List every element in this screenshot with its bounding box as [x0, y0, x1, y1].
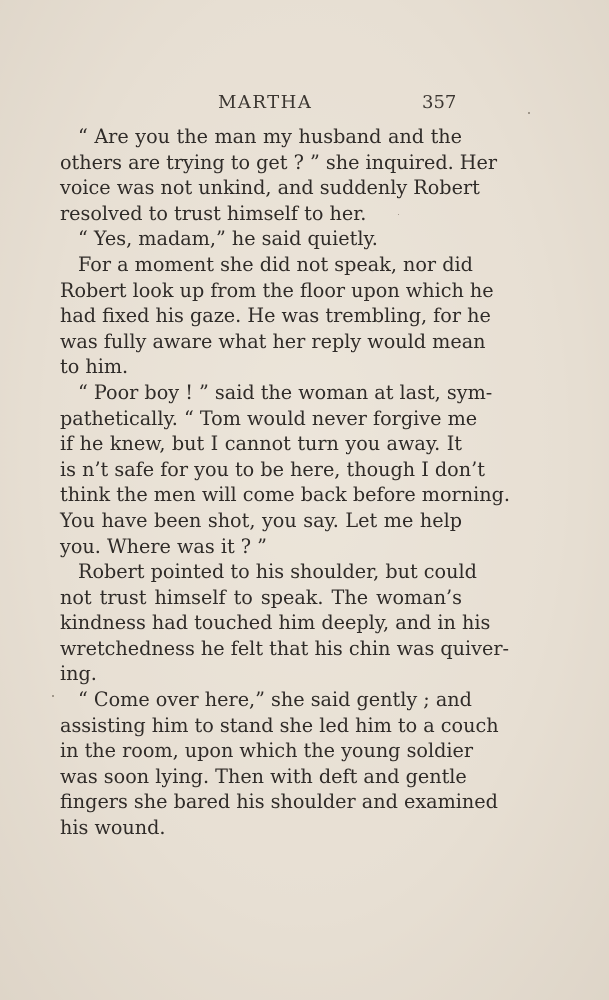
text-line: his wound.: [60, 816, 166, 840]
text-line: For a moment she did not speak, nor did: [78, 252, 473, 276]
running-head: MARTHA: [218, 92, 313, 113]
text-line: had fixed his gaze. He was trembling, for he: [60, 304, 491, 328]
text-line: if he knew, but I cannot turn you away. It: [60, 432, 462, 456]
text-line: is n’t safe for you to be here, though I don’t: [60, 457, 485, 481]
text-line: “ Poor boy ! ” said the woman at last, sym-: [78, 380, 493, 404]
text-line: “ Are you the man my husband and the: [78, 125, 462, 148]
text-line: Robert pointed to his shoulder, but could: [78, 560, 477, 584]
page-header: [0, 92, 609, 118]
text-line: Robert look up from the floor upon which he: [60, 278, 494, 302]
text-line: ing.: [60, 662, 97, 686]
text-line: think the men will come back before morning.: [60, 483, 510, 507]
text-line: to him.: [60, 355, 129, 379]
text-line: “ Yes, madam,” he said quietly.: [78, 227, 378, 251]
body-text: [60, 124, 510, 841]
text-line: You have been shot, you say. Let me help: [60, 508, 462, 532]
text-line: others are trying to get ? ” she inquired. Her: [60, 150, 498, 174]
text-line: pathetically. “ Tom would never forgive me: [60, 406, 478, 430]
text-line: voice was not unkind, and suddenly Robert: [60, 176, 480, 200]
text-line: wretchedness he felt that his chin was quiver-: [60, 636, 510, 660]
text-line: “ Come over here,” she said gently ; and: [78, 688, 472, 712]
text-line: in the room, upon which the young soldier: [60, 739, 474, 763]
text-line: resolved to trust himself to her.: [60, 201, 367, 225]
text-line: fingers she bared his shoulder and examined: [60, 790, 498, 814]
paper-speck: [52, 695, 54, 697]
paper-speck: [398, 214, 399, 215]
text-line: assisting him to stand she led him to a couch: [60, 713, 499, 737]
paper-speck: [528, 112, 530, 114]
page-number: 357: [422, 92, 457, 113]
text-line: you. Where was it ? ”: [60, 534, 267, 558]
text-line: was soon lying. Then with deft and gentle: [60, 764, 467, 788]
text-line: not trust himself to speak. The woman’s: [60, 585, 462, 609]
text-line: kindness had touched him deeply, and in his: [60, 611, 491, 635]
text-line: was fully aware what her reply would mean: [60, 329, 486, 353]
